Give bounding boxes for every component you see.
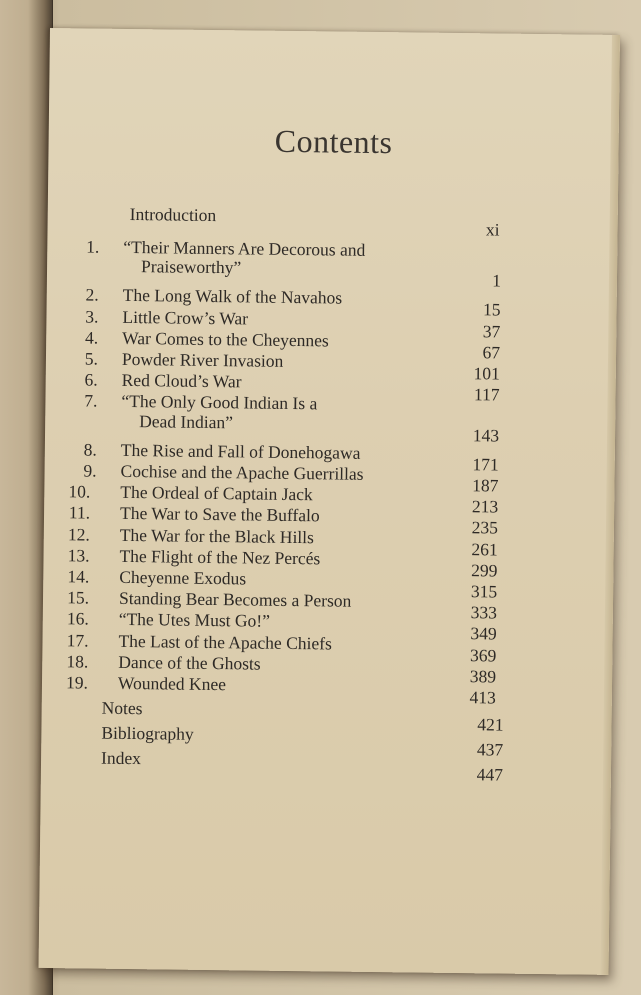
chapter-number: 8.: [83, 439, 97, 460]
page-number: 369: [470, 644, 497, 666]
chapter-number: 7.: [84, 390, 98, 411]
chapter-number: 4.: [84, 327, 99, 348]
toc-chapter-title: Powder River Invasion: [121, 348, 284, 371]
toc-chapter-title: “Their Manners Are Decorous and: [123, 236, 366, 260]
page-number: 1: [492, 270, 502, 291]
chapter-number: 15.: [67, 587, 90, 608]
page-number: 101: [473, 363, 500, 384]
page-number: 299: [471, 559, 498, 581]
toc-chapter-title: The Last of the Apache Chiefs: [118, 630, 332, 654]
page-number: 143: [472, 424, 500, 446]
chapter-number: 1.: [86, 236, 100, 257]
page-number: 171: [472, 453, 499, 475]
chapter-number: 14.: [67, 566, 90, 587]
page-number: 413: [469, 687, 496, 708]
page-number: 187: [472, 475, 499, 496]
chapter-number: 13.: [67, 545, 90, 566]
page-number: 15: [482, 299, 501, 320]
toc-chapter-title: Cochise and the Apache Guerrillas: [120, 460, 364, 484]
toc-chapter-title: “The Only Good Indian Is a: [121, 391, 318, 414]
chapter-number: 18.: [66, 651, 89, 672]
page-number: 67: [482, 342, 501, 363]
page-number: 437: [476, 739, 504, 760]
book-page: [39, 28, 620, 975]
page-number: 333: [470, 602, 498, 623]
toc-chapter-title: War Comes to the Cheyennes: [122, 327, 329, 351]
toc-back-matter-label: Notes: [101, 697, 143, 719]
toc-chapter-title: Dance of the Ghosts: [118, 651, 261, 674]
toc-back-matter-label: Bibliography: [101, 722, 194, 744]
toc-chapter-title: The Ordeal of Captain Jack: [120, 482, 313, 505]
page-number: 389: [469, 665, 497, 687]
chapter-number: 9.: [83, 460, 97, 481]
toc-chapter-title: The War to Save the Buffalo: [119, 503, 320, 526]
page-number: 421: [477, 714, 504, 735]
chapter-number: 10.: [68, 481, 91, 502]
page-number: 235: [471, 517, 499, 538]
chapter-number: 16.: [66, 608, 89, 629]
page-number: xi: [485, 219, 500, 240]
chapter-number: 3.: [85, 306, 99, 327]
chapter-number: 5.: [84, 348, 99, 369]
toc-chapter-title: The Rise and Fall of Donehogawa: [120, 439, 361, 463]
toc-intro-label: Introduction: [129, 203, 217, 226]
toc-chapter-title: The Flight of the Nez Percés: [119, 545, 321, 569]
page-number: 349: [470, 623, 497, 644]
page-number: 447: [476, 764, 504, 785]
chapter-number: 2.: [85, 284, 99, 306]
chapter-number: 19.: [66, 672, 89, 693]
page-number: 315: [470, 581, 498, 602]
page-number: 37: [482, 320, 501, 342]
page-number: 117: [473, 384, 500, 405]
toc-chapter-title: Red Cloud’s War: [121, 370, 242, 392]
toc-chapter-title: Little Crow’s War: [122, 306, 249, 329]
toc-chapter-title: “The Utes Must Go!”: [118, 609, 271, 632]
toc-chapter-title: Standing Bear Becomes a Person: [118, 588, 352, 611]
chapter-number: 17.: [66, 629, 89, 651]
toc-chapter-title-cont: Praiseworthy”: [140, 256, 242, 278]
page-title: Contents: [274, 122, 393, 161]
chapter-number: 12.: [67, 523, 90, 545]
toc-back-matter-label: Index: [100, 747, 142, 769]
toc-chapter-title: The War for the Black Hills: [119, 524, 315, 547]
page-number: 261: [471, 538, 498, 560]
toc-chapter-title: The Long Walk of the Navahos: [122, 285, 343, 308]
page-number: 213: [471, 496, 499, 517]
chapter-number: 11.: [68, 502, 91, 523]
toc-chapter-title-cont: Dead Indian”: [139, 410, 234, 432]
toc-chapter-title: Cheyenne Exodus: [119, 566, 247, 589]
chapter-number: 6.: [84, 369, 98, 390]
toc-chapter-title: Wounded Knee: [117, 672, 227, 695]
